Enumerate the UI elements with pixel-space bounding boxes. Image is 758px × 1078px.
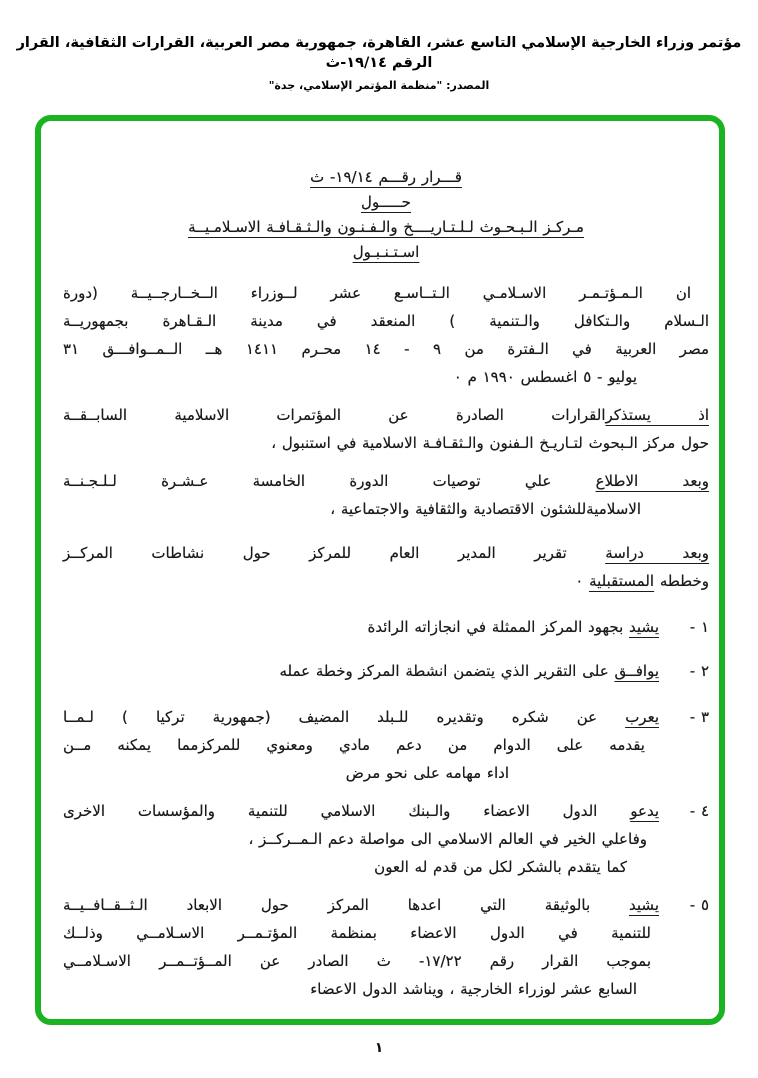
doc-line [63,613,659,641]
block-text [63,165,709,265]
block-text [63,539,709,595]
doc-line [63,567,709,595]
doc-line [63,797,659,825]
underlined-text: وبعد دراسة [605,544,710,562]
doc-line [63,429,709,457]
block-text [63,467,709,523]
doc-line [63,657,659,685]
text-run: يوليو - ٥ اغسطس ١٩٩٠ م ٠ [453,368,637,386]
doc-line [63,165,709,190]
text-run: الدول الاعضاء والـبنك الاسلامي للتنمية والمؤسسات الاخرى [63,802,631,820]
paragraph [63,539,709,595]
text-run: تقرير المدير العام للمركز حول نشاطات المركــز [63,544,606,562]
text-run: بالوثيقة التي اعدها المركز حول الابعاد الـثــقــافــيــة [63,896,630,914]
doc-line [63,307,709,335]
document-frame [35,115,725,1025]
text-run: للتنمية في الدول الاعضاء بمنظمة المؤتـمــر الاسـلامــي وذلــك [63,924,651,942]
item-number: ٢ - [689,662,709,680]
doc-line [63,825,659,853]
resolution-title [63,165,709,265]
doc-line [63,401,709,429]
page-number: ١ [374,1040,384,1056]
doc-line [63,190,709,215]
block-text [63,797,659,881]
header-title: مؤتمر وزراء الخارجية الإسلامي التاسع عشر، القاهرة، جمهورية مصر العربية، القرارات الثقافية، القرار الرقم ١٩/١٤-ث [16,35,742,71]
text-run: يقدمه على الدوام من دعم مادي ومعنوي للمركزمما يمكنه مــن [63,736,645,754]
paragraph [63,401,709,457]
doc-line [63,759,659,787]
doc-line [63,279,709,307]
underlined-text: يشيد [629,896,659,914]
underlined-text: مـركـز الـبـحـوث لـلـتـاريــــخ والـفـنـون والـثـقـافـة الاسـلامـيــة [188,218,584,236]
doc-line [63,335,709,363]
text-run: وخططه [654,572,709,590]
underlined-text: اذ يستذكر [605,406,709,424]
block-text [63,401,709,457]
text-run: القرارات الصادرة عن المؤتمرات الاسلامية السابــقــة [63,406,606,424]
text-run: ٠ [575,572,590,590]
block-text [63,891,659,1003]
document-body [63,165,709,1003]
doc-line [63,703,659,731]
doc-line [63,240,709,265]
header-caption [0,33,758,99]
doc-line [63,919,659,947]
resolution-item [63,797,709,881]
doc-line [63,215,709,240]
block-text [63,657,659,685]
text-run: علي توصيات الدورة الخامسة عـشـرة لـلـجـنــة [63,472,596,490]
header-source-line: المصدر: "منظمة المؤتمر الإسلامي، جدة" [268,79,490,92]
underlined-text: وبعد الاطلاع [595,472,710,490]
resolution-item [63,657,709,685]
block-text [63,703,659,787]
doc-line [63,467,709,495]
underlined-text: يدعو [630,802,659,820]
text-run: مصر العربية في الـفترة من ٩ - ١٤ محـرم ١٤١١ هــ الــمــوافـــق ٣١ [63,340,710,358]
resolution-item [63,703,709,787]
item-number: ١ - [689,618,709,636]
item-number: ٣ - [689,708,709,726]
text-run: حول مركز الـبحوث لتـاريـخ الـفنون والـثقـافـة الاسلامية في استنبول ، [271,434,709,452]
underlined-text: المستقبلية [589,572,655,590]
resolution-item [63,613,709,641]
underlined-text: اسـتـنـبـول [352,243,420,261]
text-run: السابع عشر لوزراء الخارجية ، ويناشد الدول الاعضاء [310,980,637,998]
text-run: بموجب القرار رقم ١٧/٢٢- ث الصادر عن المــؤتــمــر الاسـلامــي [63,952,652,970]
doc-line [63,363,709,391]
text-run: ان الـمـؤتـمـر الاسـلامـي الـتــاسـع عشر لــوزراء الــخــارجــيــة (دورة [63,284,691,302]
underlined-text: يوافــق [614,662,659,680]
doc-line [63,495,709,523]
underlined-text: يعرب [625,708,659,726]
paragraph [63,279,709,391]
text-run: وفاعلي الخير في العالم الاسلامي الى مواصلة دعم الـمــركــز ، [248,830,647,848]
doc-line [63,853,659,881]
text-run: اداء مهامه على نحو مرض [345,764,509,782]
underlined-text: يشيد [629,618,659,636]
item-number: ٥ - [689,896,709,914]
doc-line [63,947,659,975]
doc-line [63,539,709,567]
item-number: ٤ - [689,802,709,820]
text-run: الاسلاميةللشئون الاقتصادية والثقافية والاجتماعية ، [330,500,641,518]
doc-line [63,975,659,1003]
paragraph [63,467,709,523]
text-run: الـسلام والـتكافل والـتنمية ) المنعقد في مدينة الـقـاهرة بجمهوريــة [63,312,709,330]
block-text [63,613,659,641]
text-run: كما يتقدم بالشكر لكل من قدم له العون [374,858,627,876]
text-run: على التقرير الذي يتضمن انشطة المركز وخطة عمله [279,662,615,680]
underlined-text: قـــرار رقـــم ١٩/١٤- ث [310,168,462,186]
text-run: بجهود المركز الممثلة في انجازاته الرائدة [367,618,630,636]
resolution-item [63,891,709,1003]
underlined-text: حـــــول [361,193,411,211]
doc-line [63,891,659,919]
doc-line [63,731,659,759]
text-run: عن شكره وتقديره للـبلد المضيف (جمهورية تركيا ) لـمــا [63,708,626,726]
block-text [63,279,709,391]
